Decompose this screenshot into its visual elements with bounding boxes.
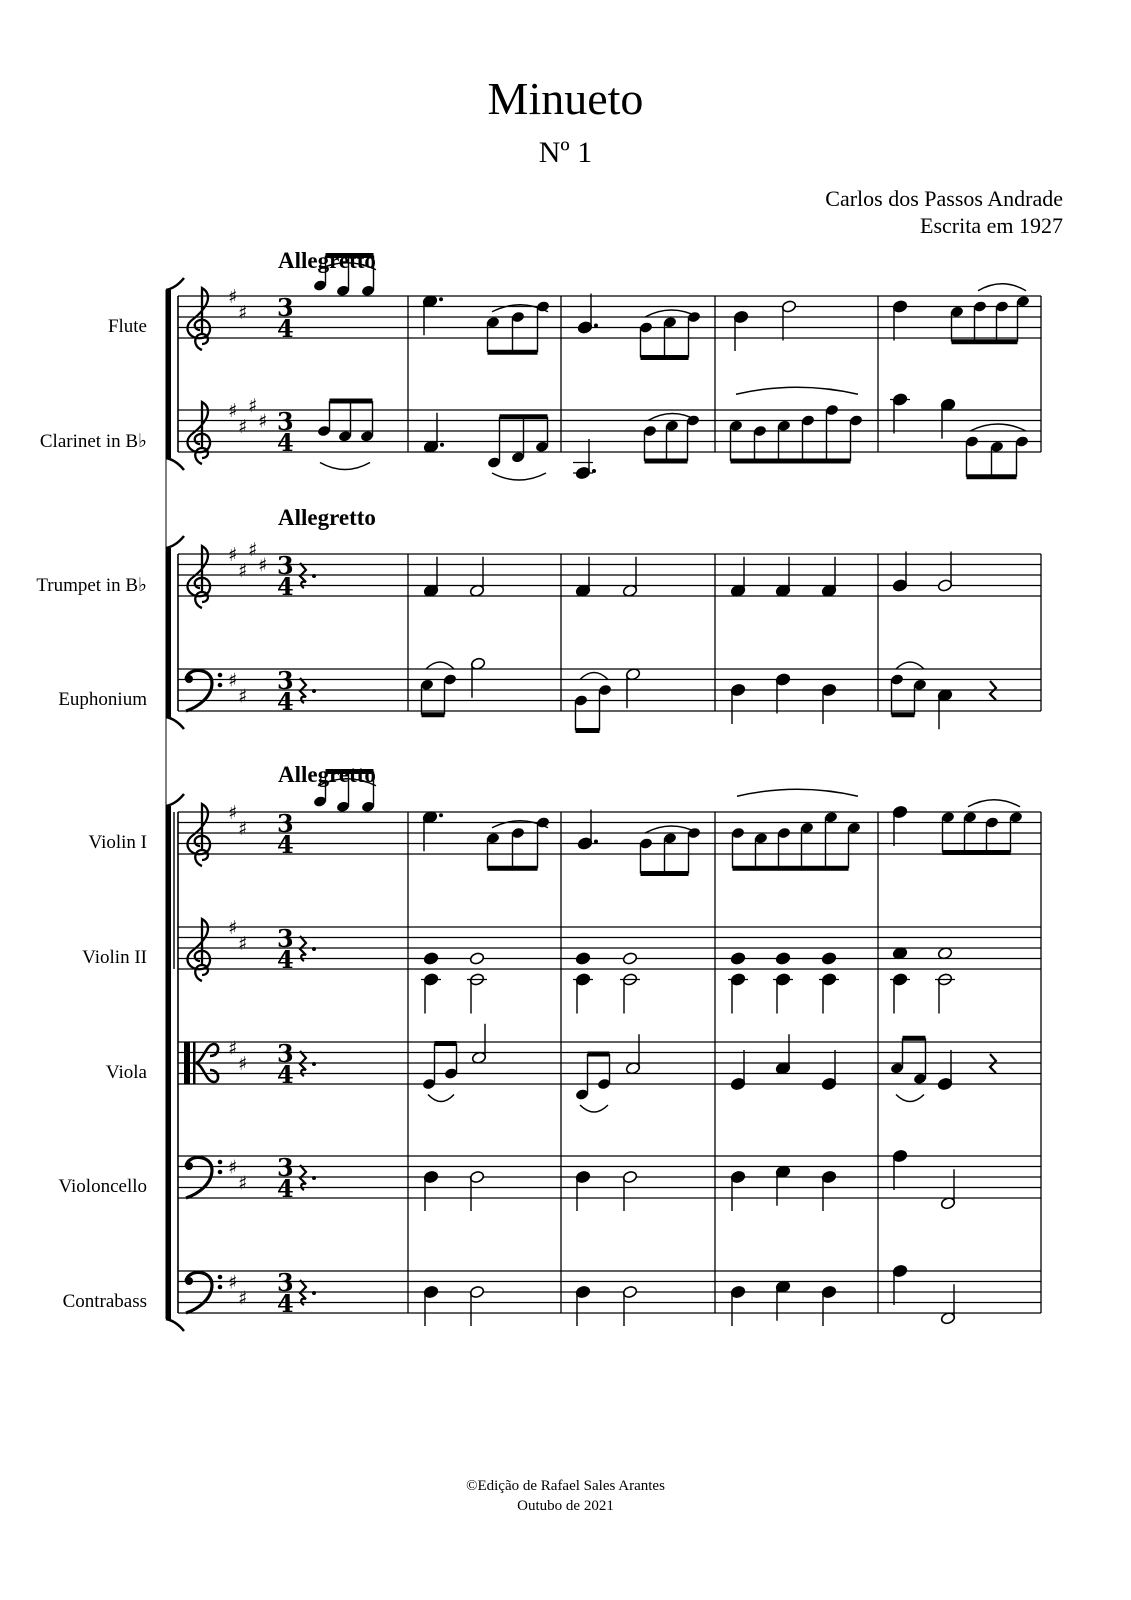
- time-signature-bottom: 4: [277, 945, 294, 974]
- key-sharp-icon: ♯: [238, 1172, 248, 1195]
- rest-dot: [312, 947, 316, 951]
- edition-credit: ©Edição de Rafael Sales Arantes: [466, 1478, 665, 1494]
- notehead: [730, 952, 745, 965]
- key-sharp-icon: ♯: [228, 1037, 238, 1060]
- rest-dot: [312, 1176, 316, 1180]
- rest-dot: [312, 1291, 316, 1295]
- part-name-clarinet: Clarinet in B♭: [39, 431, 147, 452]
- time-signature-bottom: 4: [277, 687, 294, 716]
- slur: [896, 662, 924, 669]
- slur: [580, 673, 608, 680]
- key-sharp-icon: ♯: [238, 1287, 248, 1310]
- tempo-mark-woodwinds: Allegretto: [278, 248, 376, 273]
- time-signature-top: 3: [277, 293, 294, 322]
- slur: [426, 662, 454, 669]
- key-sharp-icon: ♯: [258, 554, 268, 577]
- slur: [968, 800, 1020, 807]
- slur: [580, 1105, 608, 1112]
- part-name-violoncello: Violoncello: [58, 1176, 147, 1197]
- tempo-mark-strings: Allegretto: [278, 762, 376, 787]
- slur: [318, 263, 376, 270]
- treble-clef-icon: [187, 402, 210, 464]
- key-sharp-icon: ♯: [228, 1271, 238, 1294]
- key-sharp-icon: ♯: [228, 802, 238, 824]
- augmentation-dot: [594, 324, 598, 328]
- slur: [737, 789, 858, 796]
- notehead: [575, 952, 590, 965]
- augmentation-dot: [440, 443, 444, 447]
- key-sharp-icon: ♯: [238, 1053, 248, 1075]
- time-signature-top: 3: [277, 1268, 294, 1297]
- key-sharp-icon: ♯: [228, 669, 238, 692]
- time-signature-bottom: 4: [277, 1289, 294, 1318]
- bass-clef-dot: [185, 675, 193, 683]
- augmentation-dot: [594, 840, 598, 844]
- part-name-contrabass: Contrabass: [62, 1291, 147, 1312]
- bass-clef-dot: [185, 1277, 193, 1285]
- bracket-hook-top: [166, 794, 184, 806]
- group-bracket: [166, 290, 171, 458]
- part-name-trumpet: Trumpet in B♭: [36, 575, 147, 596]
- bracket-hook-bottom: [166, 458, 184, 470]
- key-sharp-icon: ♯: [238, 817, 248, 840]
- slur: [736, 387, 858, 394]
- notehead: [622, 952, 637, 965]
- part-name-euphonium: Euphonium: [58, 689, 147, 710]
- time-signature-bottom: 4: [277, 830, 294, 859]
- slur: [970, 424, 1026, 431]
- key-sharp-icon: ♯: [238, 415, 248, 438]
- bass-clef-dot: [218, 1160, 223, 1165]
- notehead: [775, 952, 790, 965]
- key-sharp-icon: ♯: [258, 410, 268, 433]
- time-signature-top: 3: [277, 666, 294, 695]
- bass-clef-dot: [218, 1170, 223, 1175]
- key-sharp-icon: ♯: [228, 917, 238, 939]
- part-name-violin-2: Violin II: [82, 947, 147, 968]
- notehead: [821, 952, 836, 965]
- slur: [492, 473, 546, 480]
- time-signature-bottom: 4: [277, 1060, 294, 1089]
- alto-clef-bar: [193, 1042, 196, 1084]
- group-bracket: [166, 548, 171, 717]
- bracket-hook-top: [166, 278, 184, 290]
- key-sharp-icon: ♯: [228, 286, 238, 308]
- rest-dot: [312, 1062, 316, 1066]
- slur: [978, 284, 1026, 291]
- key-sharp-icon: ♯: [238, 685, 248, 708]
- time-signature-bottom: 4: [277, 1174, 294, 1203]
- edition-date: Outubo de 2021: [517, 1498, 614, 1514]
- notehead: [469, 952, 484, 965]
- time-signature-top: 3: [277, 407, 294, 436]
- key-sharp-icon: ♯: [238, 301, 248, 324]
- time-signature-top: 3: [277, 809, 294, 838]
- tempo-mark-brass: Allegretto: [278, 505, 376, 530]
- key-sharp-icon: ♯: [248, 394, 258, 417]
- slur: [320, 463, 370, 470]
- key-sharp-icon: ♯: [228, 544, 238, 566]
- alto-clef-icon: [184, 1042, 190, 1084]
- rest-dot: [312, 574, 316, 578]
- time-signature-top: 3: [277, 1153, 294, 1182]
- bass-clef-dot: [218, 1275, 223, 1280]
- key-sharp-icon: ♯: [248, 538, 258, 561]
- composition-date: Escrita em 1927: [920, 213, 1063, 238]
- time-signature-top: 3: [277, 1039, 294, 1068]
- bracket-hook-bottom: [166, 717, 184, 729]
- bass-clef-dot: [185, 1162, 193, 1170]
- time-signature-top: 3: [277, 924, 294, 953]
- bracket-hook-top: [166, 536, 184, 548]
- treble-clef-icon: [187, 546, 210, 608]
- time-signature-top: 3: [277, 551, 294, 580]
- group-bracket: [166, 806, 171, 1319]
- piece-number: Nº 1: [538, 136, 593, 169]
- time-signature-bottom: 4: [277, 428, 294, 457]
- key-sharp-icon: ♯: [228, 400, 238, 422]
- composer-name: Carlos dos Passos Andrade: [825, 186, 1063, 211]
- rest-dot: [312, 689, 316, 693]
- time-signature-bottom: 4: [277, 314, 294, 343]
- slur: [428, 1095, 454, 1102]
- time-signature-bottom: 4: [277, 572, 294, 601]
- treble-clef-icon: [187, 804, 210, 866]
- bass-clef-dot: [218, 683, 223, 688]
- bass-clef-dot: [218, 1285, 223, 1290]
- part-name-viola: Viola: [105, 1062, 147, 1083]
- treble-clef-icon: [187, 919, 210, 981]
- part-name-flute: Flute: [107, 316, 147, 337]
- bracket-hook-bottom: [166, 1319, 184, 1331]
- bass-clef-dot: [218, 673, 223, 678]
- augmentation-dot: [439, 813, 443, 817]
- notehead: [423, 952, 438, 965]
- slur: [318, 779, 376, 786]
- augmentation-dot: [439, 297, 443, 301]
- slur: [896, 1095, 924, 1102]
- treble-clef-icon: [187, 288, 210, 350]
- key-sharp-icon: ♯: [238, 932, 248, 955]
- key-sharp-icon: ♯: [228, 1156, 238, 1179]
- key-sharp-icon: ♯: [238, 559, 248, 582]
- piece-title: Minueto: [487, 73, 644, 124]
- part-name-violin-1: Violin I: [88, 832, 147, 853]
